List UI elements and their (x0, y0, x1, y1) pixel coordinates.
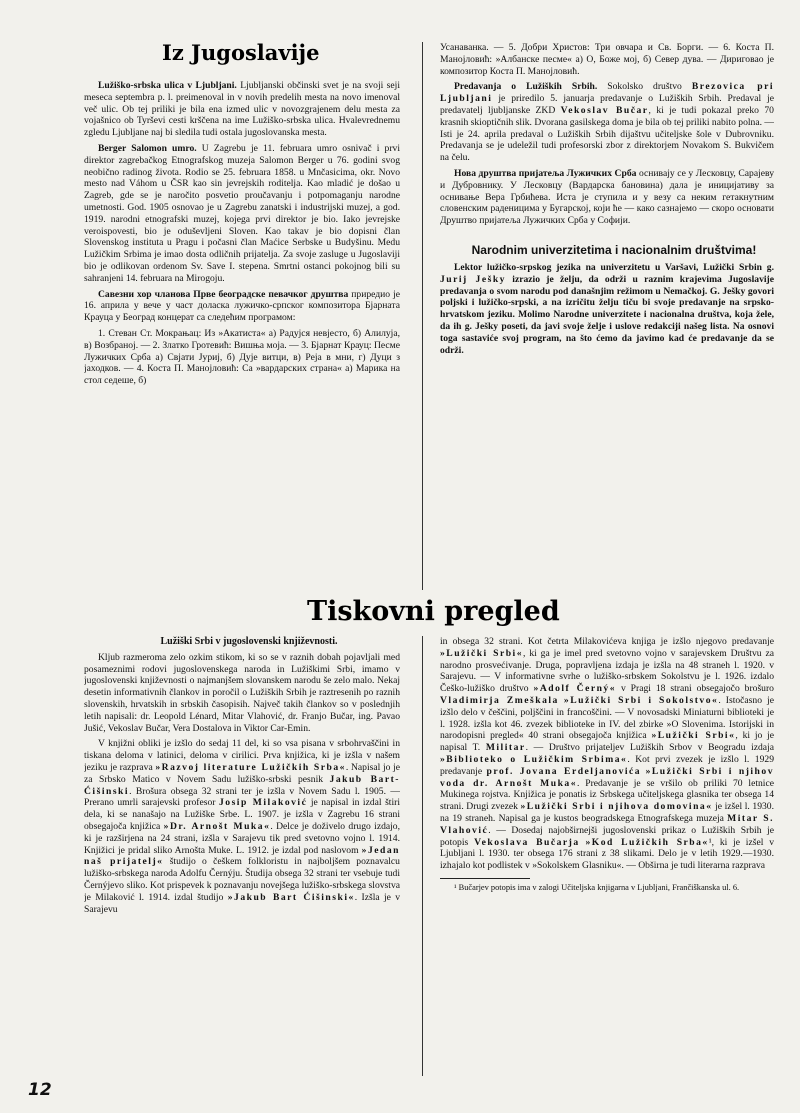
article-luzisko-srbska-ulica (84, 80, 400, 139)
author-name: Josip Milaković (218, 797, 308, 809)
article-lead: Predavanja o Lužiških Srbih. (454, 81, 598, 93)
author-name: Vladimirja Zmeškala (440, 694, 559, 706)
page-number: 12 (28, 1080, 52, 1100)
section-title-tiskovni-pregled: Tiskovni pregled (307, 596, 560, 627)
text: , ki ga je imel pred svetovno vojno v sarajevskem Društvu za narodno prosvećivanje. Druga, popravljena izdaja je izšla na 48 straneh l. 1920. v Sarajevu. — V informativne svrhe o lužiško-srbskem Sokolstvu je l. 1926. izdalo Češko-lužiško društvo (440, 647, 774, 695)
box-heading: Narodnim univerzitetima i nacionalnim društvima! (471, 242, 757, 257)
column-divider-top (422, 42, 423, 590)
text: . — Dosedaj najobširnejši jugoslovenski prikaz o Lužiških Srbih je potopis (440, 824, 774, 848)
article-lead: Lužiško-srbska ulica v Ljubljani. (98, 80, 237, 91)
book-title: »Lužički Srbi i njihov voda dr. Arnošt Muka« (440, 765, 774, 789)
book-title: »Razvoj literature Lužičkih Srba« (155, 761, 346, 773)
article-text: , ki je tudi pokazal preko 70 krasnih skioptičnih slik. Dvorana gasilskega doma je bila ob tej priliki nabito polna. — Isti je 24. aprila predaval o Lužiških Srbih dijaštvu učiteljske šole v Dubrovniku. Predavanja se je udeležil tudi profesorski zbor z direktorjem Novakom S. Bukvičem na čelu. (440, 104, 774, 164)
text: v Pragi 18 strani obsegajočo brošuro (616, 683, 774, 695)
text: V knjižni obliki je izšlo do sedaj 11 del, ki so vsa pisana v srbohrvaščini in tiskana deloma v latinici, deloma v cirilici. Prva knjižica, ki je izšla v našem jeziku je razprava (84, 738, 400, 773)
article-text: приредио је 16. априла у вече у част доласка лужичко-српског композитора Бјарната Крауца у Београд концерат са следећим програмом: (84, 288, 400, 324)
section1-right-column (440, 42, 774, 592)
article-berger-salomon (84, 143, 400, 285)
article-lead: Berger Salomon umro. (98, 142, 197, 154)
book-title: »Lužički Srbi i Sokolstvo« (563, 694, 719, 706)
text: ¹, ki je izšel v Ljubljani l. 1930. ter obsega 176 strani z 38 slikami. Delo je v letih 1929.—1930. izhajalo kot podlistek v »Sokolskem Glasniku«. — Obširna je tudi literarna razprava (440, 836, 774, 872)
article-text: оснивају се у Лесковцу, Сарајеву и Дубровнику. У Лесковцу (Вардарска бановина) дала је иницијативу за оснивање Вера Грбићева. Иста је ступила и у везу са неким гетакнутним словенским рaденицима у Бугарској, који ће — како сазнајемо — скоро основати Друштво пријатеља Лужичких Срба у Софији. (440, 167, 774, 227)
author-name: Vekoslava Bučarja (474, 836, 580, 848)
text: . Napisal jo je za Srbsko Matico v Novem Sadu lužiško-srbski pesnik (84, 761, 400, 785)
section1-left-column (84, 80, 400, 595)
article-nova-drustva (440, 168, 774, 227)
author-name: Militar (485, 742, 526, 754)
concert-program: 1. Стеван Ст. Мокрањац: Из »Акатиста« а) Радујся невјесто, б) Алилуја, в) Возбранoј. — 2. Златко Гротевић: Вишња моја. — 3. Бјарнат Крауц: Песме Лужичких Срба а) Свјати Јуриј, б) Дује витци, в) Реја в мни, г) Дуци з јаходков. — 4. Коста П. Манојловић: Са »вардарских страна« а) Марика на стол седеше, б) (84, 327, 400, 387)
footnote: ¹ Bučarjev potopis ima v zalogi Učiteljska knjigarna v Ljubljani, Frančiškanska ul. 6. (454, 882, 740, 892)
book-title: »Dr. Arnošt Muka« (163, 820, 271, 832)
article-lead: Савезни хор чланова Прве београдске певачког друштва (98, 288, 349, 300)
article-text: je priredilo 5. januarja predavanje o Lužiških Srbih. Predaval je predavatelj ljubljanske ZKD (440, 93, 774, 116)
box-text: Lektor lužičko-srpskog jezika na univerzitetu u Varšavi, Lužički Srbin g. (454, 261, 774, 273)
program-continuation: Усанаванка. — 5. Добри Христов: Три овчара и Св. Борги. — 6. Коста П. Манојловић: »Албанске песме« а) О, Боже мој, б) Север дува. — Дириговао је композитор Коста П. Манојловић. (440, 42, 774, 77)
article-subtitle: Lužiški Srbi v jugoslovenski književnosti. (160, 636, 338, 647)
book-title: »Jakub Bart Ćišinski« (227, 891, 355, 903)
book-title: »Lužički Srbi« (651, 730, 736, 742)
article-text: Sokolsko društvo (597, 81, 692, 93)
text: in obsega 32 strani. Kot četrta Milakovićeva knjiga je izšlo njegovo predavanje (440, 636, 774, 647)
article-lead: Нова друштва пријатеља Лужичких Срба (454, 167, 637, 179)
text: je izšel l. 1930. na 19 straneh. Napisal ga je kustos beogradskega Etnografskega muzeja (440, 801, 774, 824)
spaced-name: Vekoslav Bučar (560, 104, 649, 116)
book-title: »Kod Lužičkih Srba« (585, 836, 709, 848)
article-predavanja (440, 81, 774, 164)
text: je napisal in izdal štiri dela, ki se nanašajo na Lužiške Srbe. L. 1907. je izšla v Zagrebu 16 strani obsegajoča knjižica (84, 797, 400, 832)
text: . Istočasno je izšlo delo v češčini, poljščini in francoščini. — V novosadski Miniaturni biblioteki je l. 1928. izšla kot 46. zvezek biblioteke in IV. del zbirke »O Slovenima. Istorijski in narodopisni pregled« 40 strani obsegajoča knjižica (440, 694, 774, 742)
section2-right-column (440, 636, 774, 1078)
text: . Delce je doživelo drugo izdajo, ki je razširjena na 24 strani, izšla v Sarajevu tik pred svetovno vojno l. 1914. Knjižici je pridal sliko Arnošta Muke. L. 1912. je izdal pod naslovom (84, 820, 400, 856)
footnote-rule (440, 878, 530, 879)
column-divider-bottom (422, 636, 423, 1076)
society-name: »Adolf Černý« (533, 683, 617, 695)
article-text: U Zagrebu je 11. februara umro osnivač i prvi direktor zagrebačkog Etnografskog muzeja Salomon Berger u 76. godini svog neobično radinog života. Rodio se 25. februara 1858. u Mnčasicima, okr. Novo mesto nad Váhom u ČSR kao sin jevrejskih roditelja. Kao mladić je došao u Zagreb, gde se je naročito posvetio proučavanju i potpomaganju narodne umetnosti. God. 1905 osnovao je u Zagrebu zanatski i industrijski muzej, a god. 1919. narodni etnografski muzej, kojega prvi direktor je bio. Iako jevrejske veroispovesti, bio je oduševljeni Sloven. Kao takav je bio dopisni član Slovenskog instituta u Pragu i počasni član Maćice Serbske u Budyšinu. Medu Lužičkim Srbima je imao dosta odličnih prijatelja. Za svoje zasluge u Jugoslaviji bio je odlikovan ordenom Sv. Save I. stepena. Smrtni ostanci pokojnog bili su sahranjeni 14. februara na Mirogoju. (84, 142, 400, 284)
author-name: Jakub Bart-Ćišinski (84, 773, 400, 797)
box-text: izrazio je želju, da održi u raznim krajevima Jugoslavije predavanja o svom narodu pod današnjim režimom u Nemačkoj. G. Ješky govori poljski i lužičko-srpski, a na izričitu želju tiču bi svoje predavanje na srpsko-hrvatskom jeziku. Molimo Narodne univerzitete i nacionalna društva, koja žele, da ih g. Ješky poseti, da javi svoje želje i uslove redakciji našeg lista. Na osnovi toga sastaviće svoj program, na što ćemo da javimo kad će predavanje da se održi. (440, 273, 774, 356)
author-name: prof. Jovana Erdeljanovića (486, 765, 642, 777)
book-title: »Jedan naš prijatelj« (84, 844, 400, 868)
spaced-name: Jurij Ješky (440, 273, 506, 285)
paragraph: Kljub razmeroma zelo ozkim stikom, ki so se v raznih dobah pojavljali med posameznimi rodovi jugoslovenskega naroda in Lužiškimi Srbi, imamo v jugoslovenski književnosti o najmanjšem slovanskem narodu še zelo malo. Nekaj desetin informativnih člankov in poročil o Lužiških Srbih je raztresenih po raznih slovenskih, hrvatskih in srbskih časopisih. Največ takih člankov so v poslednjih letih napisali: dr. Leopold Lénard, Mitar Vlahović, dr. Franjo Bučar, ing. Pavao Jušić, Vekoslav Bučar, Vera Dostalova in Viktor Car-Emin. (84, 651, 400, 734)
book-title: »Lužički Srbi« (440, 647, 524, 659)
text: . Brošura obsega 32 strani ter je izšla v Novem Sadu l. 1905. — Prerano umrli sarajevski profesor (84, 785, 400, 809)
text: , ki jo je napisal T. (440, 730, 774, 754)
paragraph (440, 636, 774, 872)
text: . Kot prvi zvezek je izšlo l. 1929 predavanje (440, 753, 774, 777)
book-title: »Biblioteko o Lužičkim Srbima« (440, 753, 628, 765)
text: . — Društvo prijateljev Lužiških Srbov v Beogradu izdaja (525, 742, 774, 754)
text: študijo o češkem folkloristu in najboljšem poznavalcu lužiško-srbskega naroda Adolfu Černýju. Študija obsega 32 strani ter vsebuje tudi Černýjevo sliko. Kot prispevek k poznavanju novejšega lužiško-srbskega slovstva je Milaković l. 1914. izdal študijo (84, 856, 400, 903)
section-title-iz-jugoslavije: Iz Jugoslavije (162, 40, 320, 65)
book-title: »Lužički Srbi i njihova domovina« (520, 801, 713, 813)
text: . Predavanje je se vršilo ob priliki 70 letnice Mukinega rojstva. Knjižica je ponatis iz Srbskega učiteljskega glasnika ter obsega 14 strani. Drugi zvezek (440, 777, 774, 813)
section2-left-column (84, 636, 400, 1076)
article-text: Ljubljanski občinski svet je na svoji seji meseca septembra p. l. preimenoval in v novih predelih mesta na novo imenoval več ulic. Ob tej priliki je bila ena izmed ulic v novozgrajenem delu mesta za vojašnico ob Tyrševi cesti krščena na ime Lužiško-srbska ulica. Hvalevrednemu zgledu Ljubljane naj bi sledila tudi ostala jugoslovanska mesta. (84, 80, 400, 139)
box-announcement (440, 262, 774, 356)
author-name: Mitar S. Vlahović (440, 812, 774, 836)
article-savezni-hor (84, 289, 400, 324)
paragraph (84, 738, 400, 915)
text: . Izšla je v Sarajevu (84, 891, 400, 915)
spaced-name: Brezovica pri Ljubljani (440, 81, 774, 105)
